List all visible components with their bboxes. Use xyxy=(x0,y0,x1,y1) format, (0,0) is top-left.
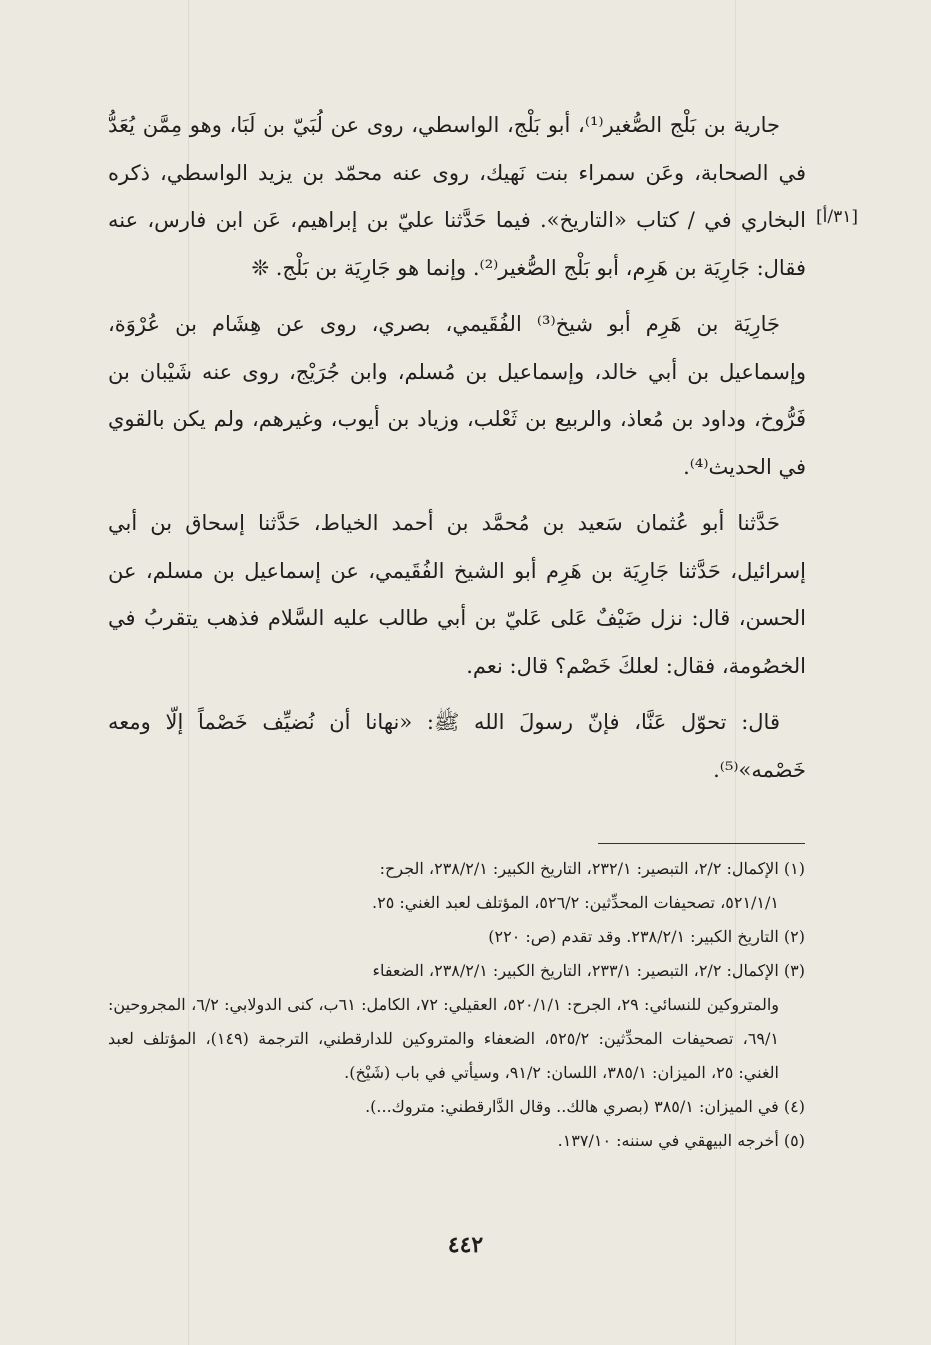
footnotes xyxy=(108,852,805,1158)
footnote-text: (١) الإكمال: ٢/٢، التبصير: ٢٣٢/١، التاريخ الكبير: ٢٣٨/٢/١، الجرح: xyxy=(379,859,805,878)
footnote-divider xyxy=(598,843,805,844)
page-number: ٤٤٢ xyxy=(447,1232,484,1258)
paragraph-jariya-ibn-balj: جارية بن بَلْج الصُّغير⁽¹⁾، أبو بَلْج، الواسطي، روى عن لُبَيّ بن لَبَا، وهو مِمَّن يُعَدُّ في الصحابة، وعَن سمراء بنت نَهيك، روى عنه محمّد بن يزيد الواسطي، ذكره البخاري في / كتاب «التاريخ». فيما حَدَّثنا عليّ بن إبراهيم، عَن ابن فارس، عنه فقال: جَارِيَة بن هَرِم، أبو بَلْج الصُّغير⁽²⁾. وإنما هو جَارِيَة بن بَلْج. ❊ xyxy=(108,113,806,280)
paragraph-hadith-chain: حَدَّثنا أبو عُثمان سَعيد بن مُحمَّد بن أحمد الخياط، حَدَّثنا إسحاق بن أبي إسرائيل، حَدَّثنا جَارِيَة بن هَرِم أبو الشيخ الفُقَيمي، عن إسماعيل بن مسلم، عن الحسن، قال: نزل ضَيْفٌ عَلى عَليّ بن أبي طالب عليه السَّلام فذهب يتقربُ في الخصُومة، فقال: لعلكَ خَصْم؟ قال: نعم. xyxy=(108,511,806,678)
footnote-continuation: ٥٢١/١/١، تصحيفات المحدِّثين: ٥٢٦/٢، المؤتلف لعبد الغني: ٢٥. xyxy=(372,893,779,912)
paragraph-jariya-ibn-harim: جَارِيَة بن هَرِم أبو شيخ⁽³⁾ الفُقَيمي، بصري، روى عن هِشَام بن عُرْوَة، وإسماعيل بن أبي خالد، وإسماعيل بن مُسلم، وابن جُرَيْج، روى عنه شَيْبان بن فَرُّوخ، وداود بن مُعاذ، والربيع بن ثَعْلب، وزياد بن أيوب، وغيرهم، ولم يكن بالقوي في الحديث⁽⁴⁾. xyxy=(108,312,806,479)
footnote-text: (٣) الإكمال: ٢/٢، التبصير: ٢٣٣/١، التاريخ الكبير: ٢٣٨/٢/١، الضعفاء xyxy=(372,961,805,980)
footnote-5 xyxy=(108,1124,805,1158)
footnote-text: (٤) في الميزان: ٣٨٥/١ (بصري هالك.. وقال الدَّارقطني: متروك...). xyxy=(365,1097,805,1116)
footnote-2 xyxy=(108,920,805,954)
footnote-continuation: والمتروكين للنسائي: ٢٩، الجرح: ٥٢٠/١/١، العقيلي: ٧٢، الكامل: ٦١ب، كنى الدولابي: ٦/٢، المجروحين: ٦٩/١، تصحيفات المحدِّثين: ٥٢٥/٢، الضعفاء والمتروكين للدارقطني، الترجمة (١٤٩)، المؤتلف لعبد الغني: ٢٥، الميزان: ٣٨٥/١، اللسان: ٩١/٢، وسيأتي في باب (شَيْخ). xyxy=(108,995,780,1082)
footnote-text: (٢) التاريخ الكبير: ٢٣٨/٢/١. وقد تقدم (ص: ٢٢٠) xyxy=(488,927,805,946)
main-text xyxy=(108,102,806,794)
footnote-4 xyxy=(108,1090,805,1124)
footnote-1 xyxy=(108,852,805,920)
footnote-text: (٥) أخرجه البيهقي في سننه: ١٣٧/١٠. xyxy=(557,1131,805,1150)
footnote-3 xyxy=(108,954,805,1090)
margin-folio-reference: [٣١/أ] xyxy=(816,207,858,227)
paragraph-hadith-text: قال: تحوّل عَنَّا، فإنّ رسولَ الله ﷺ: «نهانا أن نُضيِّف خَصْماً إلّا ومعه خَصْمه»⁽⁵⁾. xyxy=(108,710,806,782)
